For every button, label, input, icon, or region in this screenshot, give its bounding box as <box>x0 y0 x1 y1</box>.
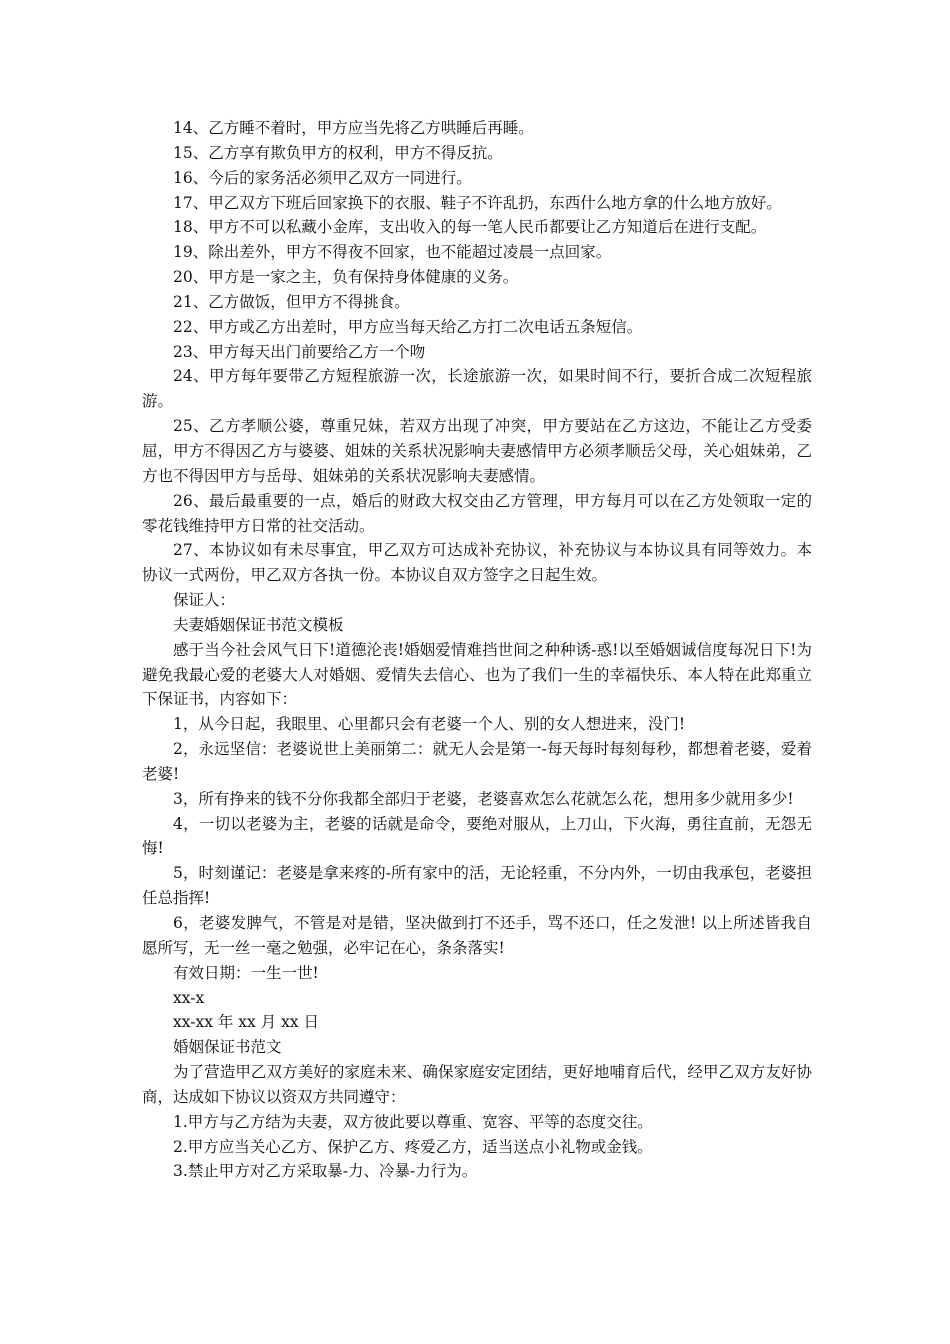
paragraph-item-16: 16、今后的家务活必须甲乙双方一同进行。 <box>173 168 472 187</box>
paragraph-item-25: 25、乙方孝顺公婆，尊重兄妹，若双方出现了冲突，甲方要站在乙方这边，不能让乙方受委屈，甲方不得因乙方与婆婆、姐妹的关系状况影响夫妻感情甲方必须孝顺岳父母，关心姐妹弟，乙方也不得因甲方与岳母、姐妹弟的关系状况影响夫妻感情。 <box>142 417 812 485</box>
signature-placeholder: xx-x <box>173 988 205 1007</box>
paragraph-item-24: 24、甲方每年要带乙方短程旅游一次，长途旅游一次，如果时间不行，要折合成二次短程旅游。 <box>142 367 812 411</box>
paragraph-item-21: 21、乙方做饭，但甲方不得挑食。 <box>173 292 410 311</box>
agreement-intro: 为了营造甲乙双方美好的家庭未来、确保家庭安定团结，更好地哺育后代，经甲乙双方友好协商，达成如下协议以资双方共同遵守： <box>142 1063 812 1106</box>
section-title-sample: 婚姻保证书范文 <box>173 1038 282 1057</box>
agreement-item-3: 3.禁止甲方对乙方采取暴-力、冷暴-力行为。 <box>173 1162 478 1181</box>
pledge-item-4: 4，一切以老婆为主，老婆的话就是命令，要绝对服从，上刀山，下火海，勇往直前，无怨无悔! <box>142 814 812 858</box>
intro-paragraph: 感于当今社会风气日下!道德沦丧!婚姻爱情难挡世间之种种诱-惑!以至婚姻诚信度每况日下!为避免我最心爱的老婆大人对婚姻、爱情失去信心、也为了我们一生的幸福快乐、本人特在此郑重立下保证书，内容如下： <box>142 640 812 709</box>
paragraph-item-15: 15、乙方享有欺负甲方的权利，甲方不得反抗。 <box>173 143 503 162</box>
paragraph-item-23: 23、甲方每天出门前要给乙方一个吻 <box>173 342 426 361</box>
paragraph-item-20: 20、甲方是一家之主，负有保持身体健康的义务。 <box>173 268 519 287</box>
document-body <box>142 116 812 1184</box>
paragraph-item-27: 27、本协议如有未尽事宜，甲乙双方可达成补充协议，补充协议与本协议具有同等效力。本协议一式两份，甲乙双方各执一份。本协议自双方签字之日起生效。 <box>142 541 812 585</box>
section-title-template: 夫妻婚姻保证书范文模板 <box>173 615 344 634</box>
date-placeholder: xx-xx 年 xx 月 xx 日 <box>173 1013 320 1032</box>
guarantor-label: 保证人： <box>173 591 236 610</box>
paragraph-item-14: 14、乙方睡不着时，甲方应当先将乙方哄睡后再睡。 <box>173 119 534 137</box>
pledge-item-3: 3，所有挣来的钱不分你我都全部归于老婆，老婆喜欢怎么花就怎么花，想用多少就用多少! <box>173 789 794 808</box>
paragraph-item-22: 22、甲方或乙方出差时，甲方应当每天给乙方打二次电话五条短信。 <box>173 317 643 336</box>
paragraph-item-17: 17、甲乙双方下班后回家换下的衣服、鞋子不许乱扔，东西什么地方拿的什么地方放好。 <box>173 193 782 212</box>
agreement-item-2: 2.甲方应当关心乙方、保护乙方、疼爱乙方，适当送点小礼物或金钱。 <box>173 1137 653 1156</box>
agreement-item-1: 1.甲方与乙方结为夫妻，双方彼此要以尊重、宽容、平等的态度交往。 <box>173 1112 653 1131</box>
paragraph-item-26: 26、最后最重要的一点，婚后的财政大权交由乙方管理，甲方每月可以在乙方处领取一定的零花钱维持甲方日常的社交活动。 <box>142 491 812 535</box>
pledge-item-1: 1，从今日起，我眼里、心里都只会有老婆一个人、别的女人想进来，没门! <box>173 715 686 734</box>
pledge-item-2: 2，永远坚信：老婆说世上美丽第二：就无人会是第一-每天每时每刻每秒，都想着老婆，爱着老婆! <box>142 740 812 783</box>
paragraph-item-19: 19、除出差外，甲方不得夜不回家，也不能超过凌晨一点回家。 <box>173 243 612 262</box>
pledge-item-6: 6，老婆发脾气，不管是对是错，坚决做到打不还手，骂不还口，任之发泄! 以上所述皆我自愿所写，无一丝一毫之勉强，必牢记在心，条条落实! <box>142 914 812 957</box>
paragraph-item-18: 18、甲方不可以私藏小金库，支出收入的每一笔人民币都要让乙方知道后在进行支配。 <box>173 218 767 237</box>
validity-date: 有效日期：一生一世! <box>173 963 319 982</box>
pledge-item-5: 5，时刻谨记：老婆是拿来疼的-所有家中的活，无论轻重，不分内外，一切由我承包，老婆担任总指挥! <box>142 864 812 908</box>
